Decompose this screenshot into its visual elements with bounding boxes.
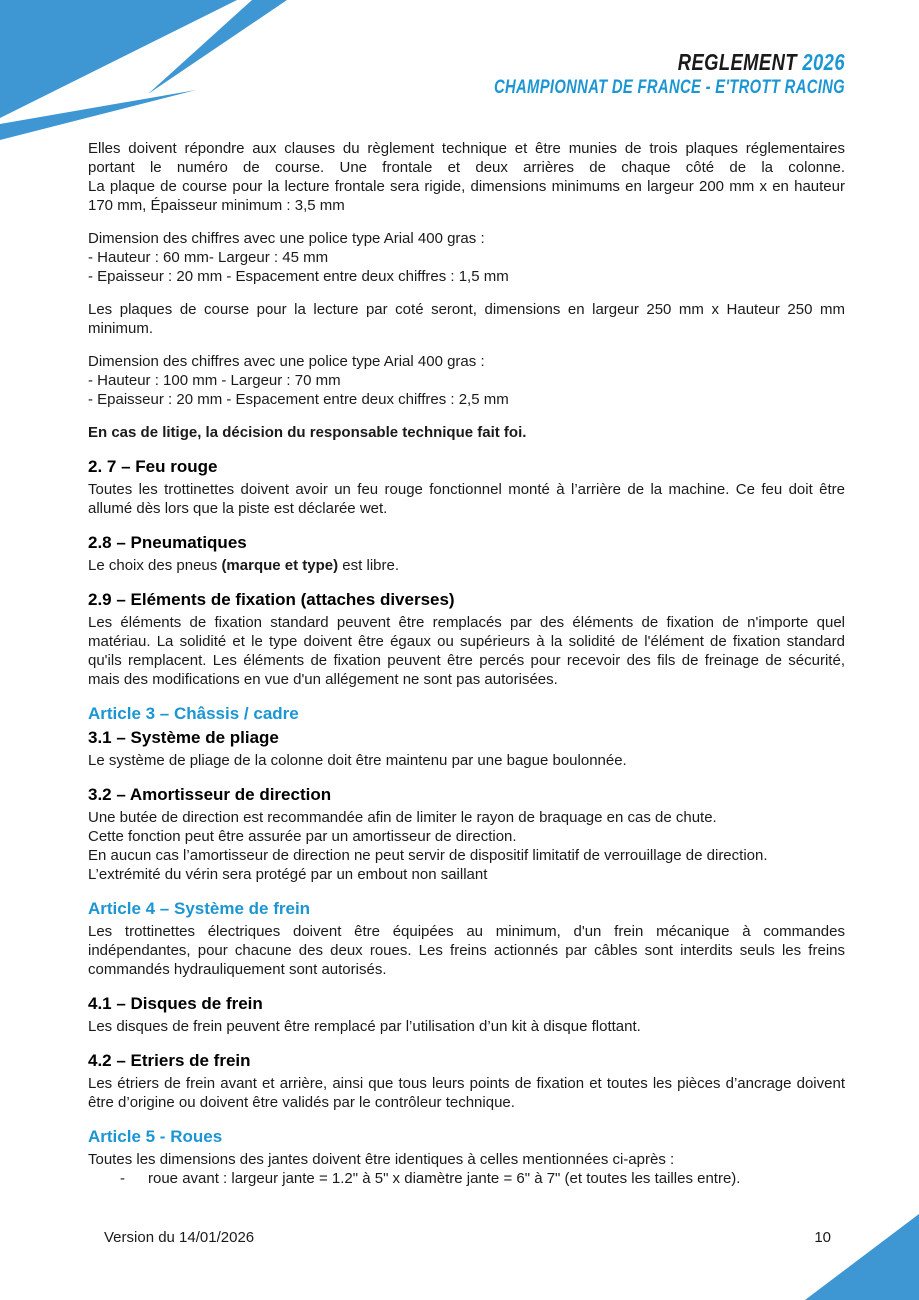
- heading-article-3: Article 3 – Châssis / cadre: [88, 704, 299, 723]
- para-systeme-frein: Les trottinettes électriques doivent être équipées au minimum, d'un frein mécanique à commandes indépendantes, pour chacune des deux roues. Les freins actionnés par câbles sont interdits seuls les freins commandés hydrauliquement sont autorisés.: [88, 923, 845, 978]
- heading-etriers-frein: 4.2 – Etriers de frein: [88, 1051, 251, 1070]
- footer-page-number: 10: [814, 1229, 831, 1246]
- list-line: Dimension des chiffres avec une police type Arial 400 gras :: [88, 353, 485, 370]
- bullet-roue-avant: [88, 1169, 845, 1188]
- corner-triangle-icon: [805, 1214, 919, 1300]
- heading-amortisseur: 3.2 – Amortisseur de direction: [88, 785, 332, 804]
- para-plaques-2: La plaque de course pour la lecture frontale sera rigide, dimensions minimums en largeur 200 mm x en hauteur 170 mm, Épaisseur minimum : 3,5 mm: [88, 178, 845, 214]
- heading-pneumatiques: 2.8 – Pneumatiques: [88, 533, 247, 552]
- bullet-dash: -: [120, 1170, 125, 1187]
- para-roues-intro: Toutes les dimensions des jantes doivent être identiques à celles mentionnées ci-après :: [88, 1151, 675, 1168]
- heading-elements-fixation: 2.9 – Eléments de fixation (attaches diverses): [88, 590, 455, 609]
- para-etriers-frein: Les étriers de frein avant et arrière, ainsi que tous leurs points de fixation et toutes les pièces d’ancrage doivent être d’origine ou doivent être validés par le contrôleur technique.: [88, 1075, 845, 1111]
- list-line: En aucun cas l’amortisseur de direction ne peut servir de dispositif limitatif de verrouillage de direction.: [88, 847, 768, 864]
- para-pneumatiques: Le choix des pneus (marque et type) est libre.: [88, 557, 399, 574]
- para-disques-frein: Les disques de frein peuvent être remplacé par l’utilisation d’un kit à disque flottant.: [88, 1018, 641, 1035]
- list-dimensions-frontale: [88, 229, 845, 286]
- footer-version: Version du 14/01/2026: [104, 1229, 255, 1246]
- list-line: Cette fonction peut être assurée par un amortisseur de direction.: [88, 828, 517, 845]
- list-line: - Hauteur : 100 mm - Largeur : 70 mm: [88, 372, 341, 389]
- list-line: - Hauteur : 60 mm- Largeur : 45 mm: [88, 249, 329, 266]
- para-elements-fixation: Les éléments de fixation standard peuvent être remplacés par des éléments de fixation de n'importe quel matériau. La solidité et le type doivent être égaux ou supérieurs à la solidité de l'élément de fixation standard qu'ils remplacent. Les éléments de fixation peuvent être percés pour recevoir des fils de freinage de sécurité, mais des modifications en vue d'un allégement ne sont pas autorisées.: [88, 614, 845, 688]
- page-footer: [104, 1229, 831, 1246]
- para-litige: En cas de litige, la décision du responsable technique fait foi.: [88, 424, 527, 441]
- heading-feu-rouge: 2. 7 – Feu rouge: [88, 457, 218, 476]
- regulation-year: 2026: [802, 49, 845, 75]
- list-line: Dimension des chiffres avec une police type Arial 400 gras :: [88, 230, 485, 247]
- list-line: Une butée de direction est recommandée afin de limiter le rayon de braquage en cas de chute.: [88, 809, 717, 826]
- list-line: - Epaisseur : 20 mm - Espacement entre deux chiffres : 1,5 mm: [88, 268, 509, 285]
- heading-article-4: Article 4 – Système de frein: [88, 899, 311, 918]
- document-body: [88, 139, 845, 1188]
- para-systeme-pliage: Le système de pliage de la colonne doit être maintenu par une bague boulonnée.: [88, 752, 627, 769]
- championship-subtitle: CHAMPIONNAT DE FRANCE - E'TROTT RACING: [493, 77, 845, 99]
- page-header: [395, 50, 845, 99]
- heading-systeme-pliage: 3.1 – Système de pliage: [88, 728, 279, 747]
- heading-article-5: Article 5 - Roues: [88, 1127, 223, 1146]
- heading-disques-frein: 4.1 – Disques de frein: [88, 994, 263, 1013]
- regulation-title: REGLEMENT 2026: [677, 49, 845, 75]
- list-amortisseur: [88, 808, 845, 884]
- para-feu-rouge: Toutes les trottinettes doivent avoir un feu rouge fonctionnel monté à l’arrière de la machine. Ce feu doit être allumé dès lors que la piste est déclarée wet.: [88, 481, 845, 517]
- bullet-text: roue avant : largeur jante = 1.2" à 5" x diamètre jante = 6" à 7" (et toutes les tailles entre).: [148, 1170, 741, 1187]
- list-line: L’extrémité du vérin sera protégé par un embout non saillant: [88, 866, 488, 883]
- para-plaques-1: Elles doivent répondre aux clauses du règlement technique et être munies de trois plaques réglementaires portant le numéro de course. Une frontale et deux arrières de chaque côté de la colonne.: [88, 140, 845, 176]
- list-line: - Epaisseur : 20 mm - Espacement entre deux chiffres : 2,5 mm: [88, 391, 509, 408]
- list-dimensions-cote: [88, 352, 845, 409]
- para-plaques-cote: Les plaques de course pour la lecture par coté seront, dimensions en largeur 250 mm x Hauteur 250 mm minimum.: [88, 301, 845, 337]
